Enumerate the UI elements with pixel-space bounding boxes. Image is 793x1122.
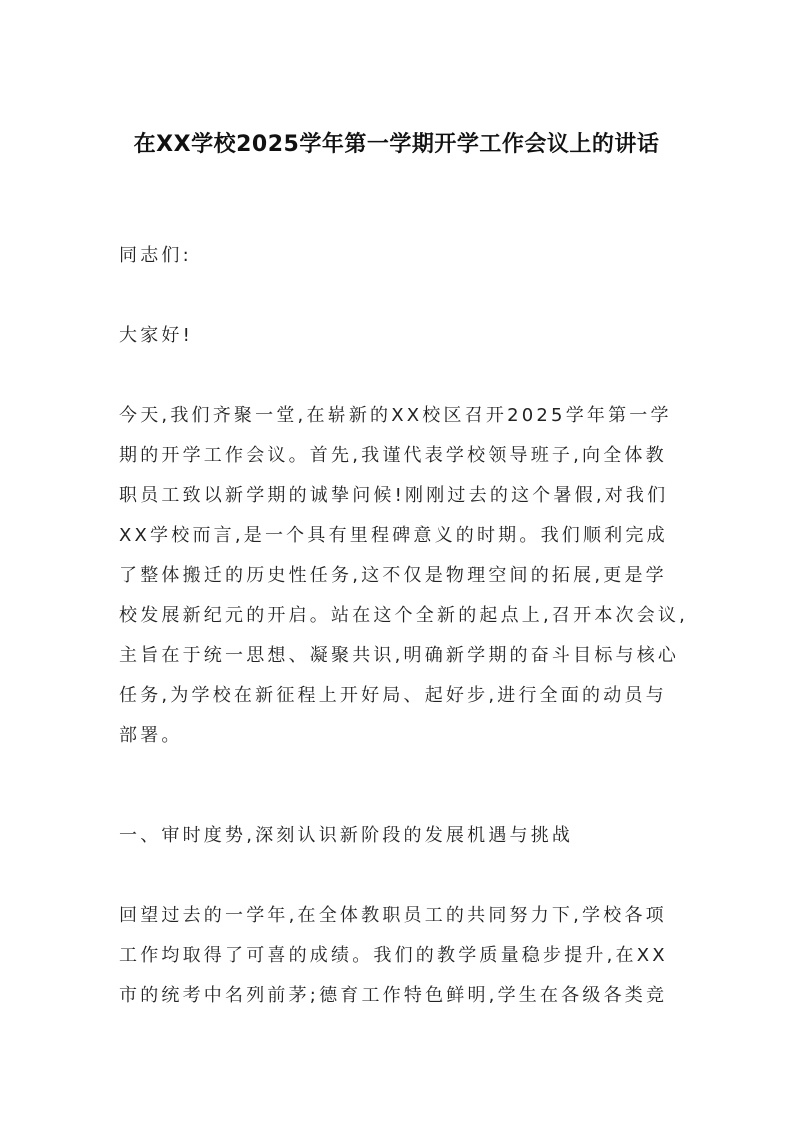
salutation: 同志们:: [119, 245, 192, 266]
paragraph-review: [119, 904, 679, 1024]
paragraph-line: 期的开学工作会议。首先,我谨代表学校领导班子,向全体教: [119, 445, 667, 466]
paragraph-line: 职员工致以新学期的诚挚问候!刚刚过去的这个暑假,对我们: [119, 485, 669, 506]
document-title: 在XX学校2025学年第一学期开学工作会议上的讲话: [133, 132, 660, 157]
greeting: 大家好!: [119, 325, 194, 346]
paragraph-line: 部署。: [119, 725, 183, 746]
section-heading-1: 一、审时度势,深刻认识新阶段的发展机遇与挑战: [119, 825, 574, 846]
paragraph-line: 了整体搬迁的历史性任务,这不仅是物理空间的拓展,更是学: [119, 565, 667, 586]
paragraph-line: 校发展新纪元的开启。站在这个全新的起点上,召开本次会议,: [119, 605, 689, 626]
paragraph-opening: [119, 404, 689, 764]
paragraph-line: XX学校而言,是一个具有里程碑意义的时期。我们顺利完成: [119, 525, 668, 546]
paragraph-line: 今天,我们齐聚一堂,在崭新的XX校区召开2025学年第一学: [119, 405, 672, 426]
paragraph-line: 任务,为学校在新征程上开好局、起好步,进行全面的动员与: [119, 685, 667, 706]
paragraph-line: 工作均取得了可喜的成绩。我们的教学质量稳步提升,在XX: [119, 945, 668, 966]
paragraph-line: 市的统考中名列前茅;德育工作特色鲜明,学生在各级各类竞: [119, 985, 668, 1006]
paragraph-line: 主旨在于统一思想、凝聚共识,明确新学期的奋斗目标与核心: [119, 645, 680, 666]
paragraph-line: 回望过去的一学年,在全体教职员工的共同努力下,学校各项: [119, 905, 667, 926]
